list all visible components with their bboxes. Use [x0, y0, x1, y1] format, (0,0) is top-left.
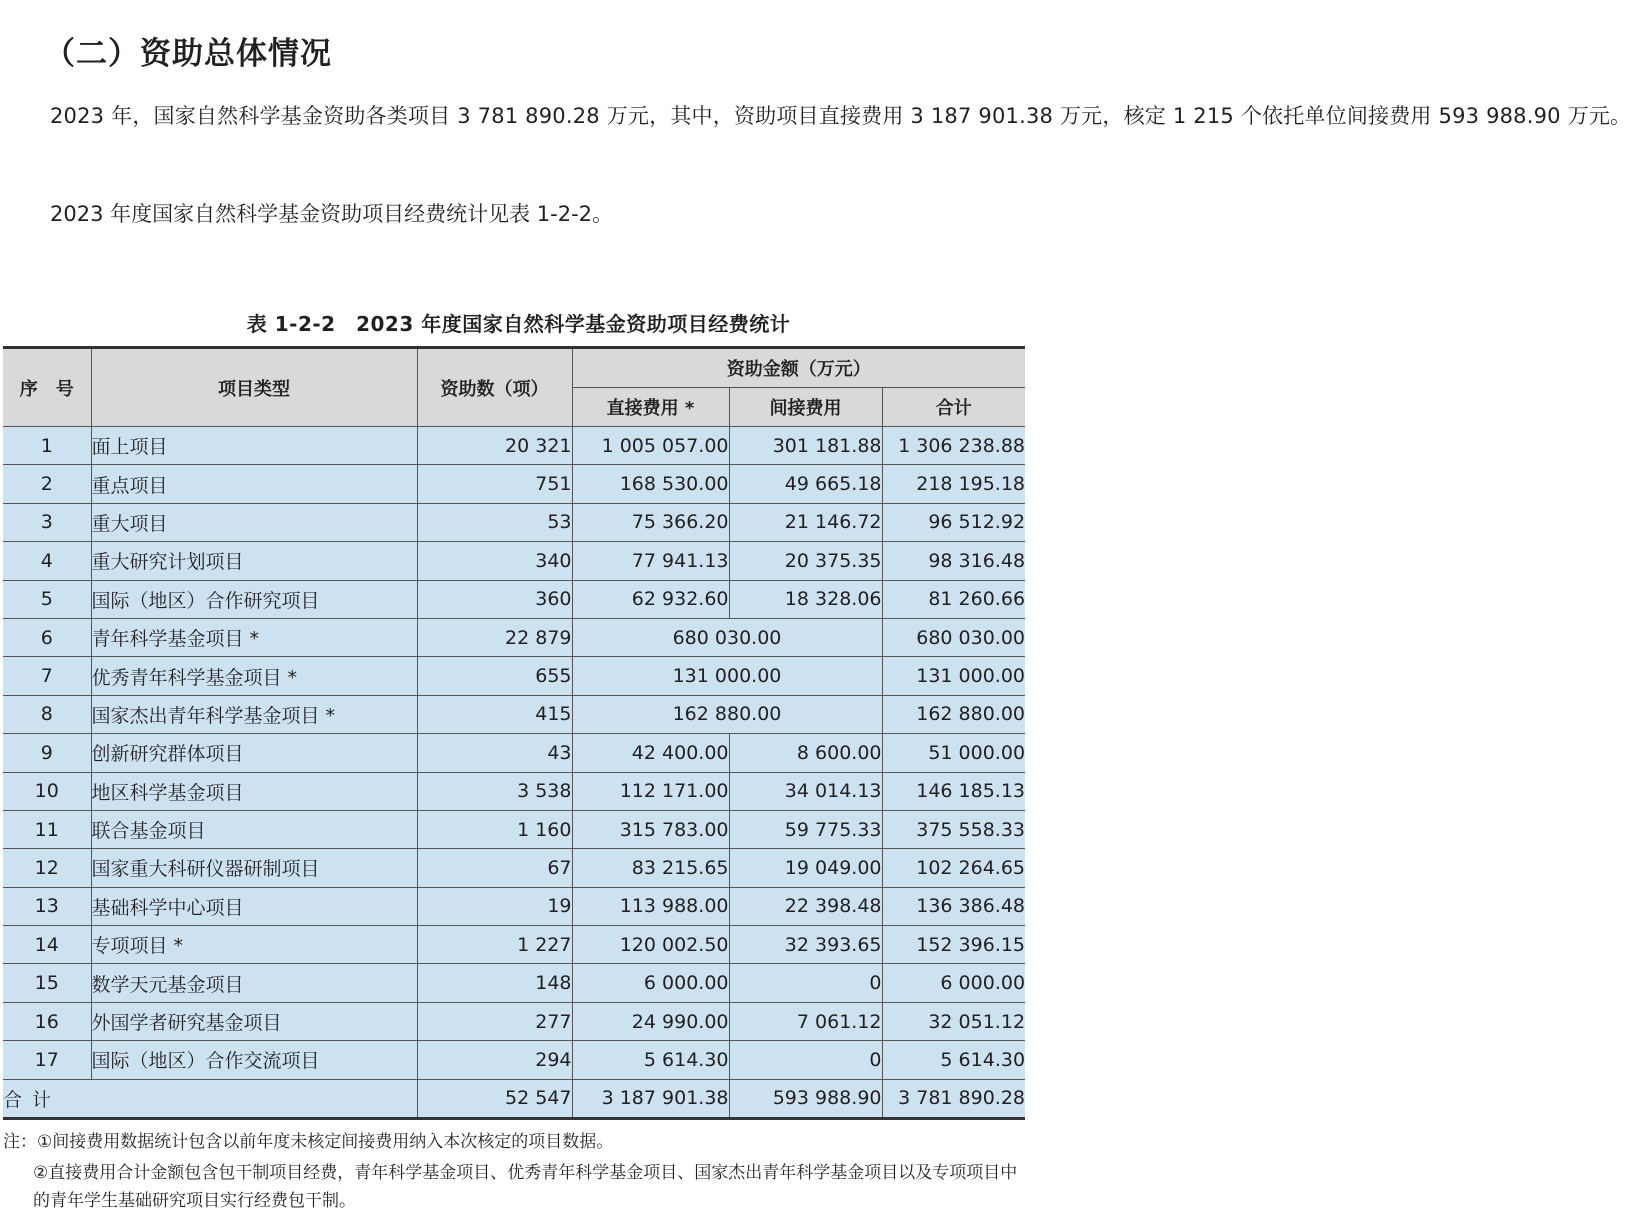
row-count: 148	[417, 964, 572, 1002]
row-indirect-cost: 21 146.72	[729, 503, 882, 541]
row-direct-cost: 75 366.20	[572, 503, 729, 541]
row-index: 13	[3, 887, 91, 925]
total-direct-cost: 3 187 901.38	[572, 1079, 729, 1118]
row-direct-cost: 168 530.00	[572, 465, 729, 503]
row-indirect-cost: 32 393.65	[729, 926, 882, 964]
total-amount: 3 781 890.28	[882, 1079, 1025, 1118]
table-row	[3, 1002, 1025, 1040]
row-total: 375 558.33	[882, 810, 1025, 848]
row-indirect-cost: 59 775.33	[729, 810, 882, 848]
row-total: 6 000.00	[882, 964, 1025, 1002]
row-project-type: 优秀青年科学基金项目 *	[91, 657, 417, 695]
row-direct-cost: 1 005 057.00	[572, 427, 729, 465]
summary-paragraph: 2023 年，国家自然科学基金资助各类项目 3 781 890.28 万元，其中，资助项目直接费用 3 187 901.38 万元，核定 1 215 个依托单位间接费用 593 988.90 万元。	[50, 104, 1631, 128]
row-total: 51 000.00	[882, 734, 1025, 772]
row-index: 10	[3, 772, 91, 810]
row-indirect-cost: 34 014.13	[729, 772, 882, 810]
row-project-type: 数学天元基金项目	[91, 964, 417, 1002]
row-indirect-cost: 49 665.18	[729, 465, 882, 503]
row-index: 4	[3, 542, 91, 580]
row-project-type: 国家重大科研仪器研制项目	[91, 849, 417, 887]
row-index: 9	[3, 734, 91, 772]
row-direct-cost: 83 215.65	[572, 849, 729, 887]
row-project-type: 国家杰出青年科学基金项目 *	[91, 695, 417, 733]
funding-statistics-table	[3, 346, 1025, 1120]
row-project-type: 联合基金项目	[91, 810, 417, 848]
row-index: 12	[3, 849, 91, 887]
table-row	[3, 887, 1025, 925]
row-total: 98 316.48	[882, 542, 1025, 580]
row-direct-cost: 62 932.60	[572, 580, 729, 618]
row-total: 146 185.13	[882, 772, 1025, 810]
row-count: 43	[417, 734, 572, 772]
row-direct-cost: 42 400.00	[572, 734, 729, 772]
row-count: 340	[417, 542, 572, 580]
footnote-1: 注：①间接费用数据统计包含以前年度未核定间接费用纳入本次核定的项目数据。	[3, 1132, 614, 1152]
table-row	[3, 465, 1025, 503]
header-amount-group: 资助金额（万元）	[572, 348, 1025, 388]
row-count: 415	[417, 695, 572, 733]
row-count: 1 227	[417, 926, 572, 964]
row-project-type: 地区科学基金项目	[91, 772, 417, 810]
table-row	[3, 695, 1025, 733]
row-count: 22 879	[417, 618, 572, 656]
row-index: 6	[3, 618, 91, 656]
table-row	[3, 542, 1025, 580]
table-reference-paragraph: 2023 年度国家自然科学基金资助项目经费统计见表 1-2-2。	[50, 202, 614, 226]
row-index: 2	[3, 465, 91, 503]
table-row	[3, 427, 1025, 465]
row-direct-cost: 24 990.00	[572, 1002, 729, 1040]
header-indirect-cost: 间接费用	[729, 388, 882, 427]
row-project-type: 重点项目	[91, 465, 417, 503]
row-index: 14	[3, 926, 91, 964]
row-combined-cost: 131 000.00	[572, 657, 882, 695]
row-indirect-cost: 20 375.35	[729, 542, 882, 580]
total-label: 合计	[3, 1079, 417, 1118]
table-caption: 表 1-2-2 2023 年度国家自然科学基金资助项目经费统计	[246, 312, 791, 336]
row-direct-cost: 6 000.00	[572, 964, 729, 1002]
row-total: 218 195.18	[882, 465, 1025, 503]
row-index: 15	[3, 964, 91, 1002]
row-project-type: 国际（地区）合作交流项目	[91, 1041, 417, 1079]
header-count: 资助数（项）	[417, 348, 572, 427]
row-project-type: 专项项目 *	[91, 926, 417, 964]
table-row	[3, 772, 1025, 810]
row-count: 277	[417, 1002, 572, 1040]
table-total-row	[3, 1079, 1025, 1118]
row-index: 3	[3, 503, 91, 541]
row-indirect-cost: 301 181.88	[729, 427, 882, 465]
row-project-type: 创新研究群体项目	[91, 734, 417, 772]
row-direct-cost: 77 941.13	[572, 542, 729, 580]
row-total: 680 030.00	[882, 618, 1025, 656]
row-indirect-cost: 8 600.00	[729, 734, 882, 772]
table-row	[3, 580, 1025, 618]
row-count: 3 538	[417, 772, 572, 810]
row-project-type: 青年科学基金项目 *	[91, 618, 417, 656]
row-project-type: 基础科学中心项目	[91, 887, 417, 925]
row-count: 53	[417, 503, 572, 541]
row-project-type: 重大项目	[91, 503, 417, 541]
table-row	[3, 618, 1025, 656]
row-total: 96 512.92	[882, 503, 1025, 541]
row-indirect-cost: 0	[729, 1041, 882, 1079]
row-direct-cost: 120 002.50	[572, 926, 729, 964]
header-index: 序 号	[3, 348, 91, 427]
row-direct-cost: 113 988.00	[572, 887, 729, 925]
row-count: 751	[417, 465, 572, 503]
row-count: 360	[417, 580, 572, 618]
row-combined-cost: 162 880.00	[572, 695, 882, 733]
header-project-type: 项目类型	[91, 348, 417, 427]
row-indirect-cost: 22 398.48	[729, 887, 882, 925]
table-row	[3, 964, 1025, 1002]
table-row	[3, 1041, 1025, 1079]
row-indirect-cost: 0	[729, 964, 882, 1002]
row-direct-cost: 5 614.30	[572, 1041, 729, 1079]
row-index: 11	[3, 810, 91, 848]
row-count: 19	[417, 887, 572, 925]
row-direct-cost: 112 171.00	[572, 772, 729, 810]
row-total: 1 306 238.88	[882, 427, 1025, 465]
row-total: 131 000.00	[882, 657, 1025, 695]
header-total: 合计	[882, 388, 1025, 427]
table-row	[3, 849, 1025, 887]
row-indirect-cost: 18 328.06	[729, 580, 882, 618]
row-total: 136 386.48	[882, 887, 1025, 925]
table-body	[3, 427, 1025, 1119]
row-count: 67	[417, 849, 572, 887]
row-count: 655	[417, 657, 572, 695]
row-total: 152 396.15	[882, 926, 1025, 964]
row-count: 1 160	[417, 810, 572, 848]
row-index: 1	[3, 427, 91, 465]
row-index: 17	[3, 1041, 91, 1079]
table-row	[3, 734, 1025, 772]
row-index: 16	[3, 1002, 91, 1040]
header-direct-cost: 直接费用 *	[572, 388, 729, 427]
row-indirect-cost: 7 061.12	[729, 1002, 882, 1040]
row-project-type: 重大研究计划项目	[91, 542, 417, 580]
row-count: 20 321	[417, 427, 572, 465]
row-direct-cost: 315 783.00	[572, 810, 729, 848]
table-row	[3, 810, 1025, 848]
table-row	[3, 503, 1025, 541]
row-count: 294	[417, 1041, 572, 1079]
row-combined-cost: 680 030.00	[572, 618, 882, 656]
row-project-type: 面上项目	[91, 427, 417, 465]
table-row	[3, 926, 1025, 964]
row-total: 81 260.66	[882, 580, 1025, 618]
row-index: 8	[3, 695, 91, 733]
row-total: 102 264.65	[882, 849, 1025, 887]
section-title: （二）资助总体情况	[44, 36, 332, 72]
row-project-type: 外国学者研究基金项目	[91, 1002, 417, 1040]
row-index: 5	[3, 580, 91, 618]
row-total: 5 614.30	[882, 1041, 1025, 1079]
table-row	[3, 657, 1025, 695]
row-indirect-cost: 19 049.00	[729, 849, 882, 887]
row-total: 32 051.12	[882, 1002, 1025, 1040]
total-indirect-cost: 593 988.90	[729, 1079, 882, 1118]
footnotes	[3, 1128, 1027, 1215]
row-index: 7	[3, 657, 91, 695]
row-project-type: 国际（地区）合作研究项目	[91, 580, 417, 618]
total-count: 52 547	[417, 1079, 572, 1118]
row-total: 162 880.00	[882, 695, 1025, 733]
footnote-2: ②直接费用合计金额包含包干制项目经费，青年科学基金项目、优秀青年科学基金项目、国家杰出青年科学基金项目以及专项项目中的青年学生基础研究项目实行经费包干制。	[33, 1163, 1018, 1211]
